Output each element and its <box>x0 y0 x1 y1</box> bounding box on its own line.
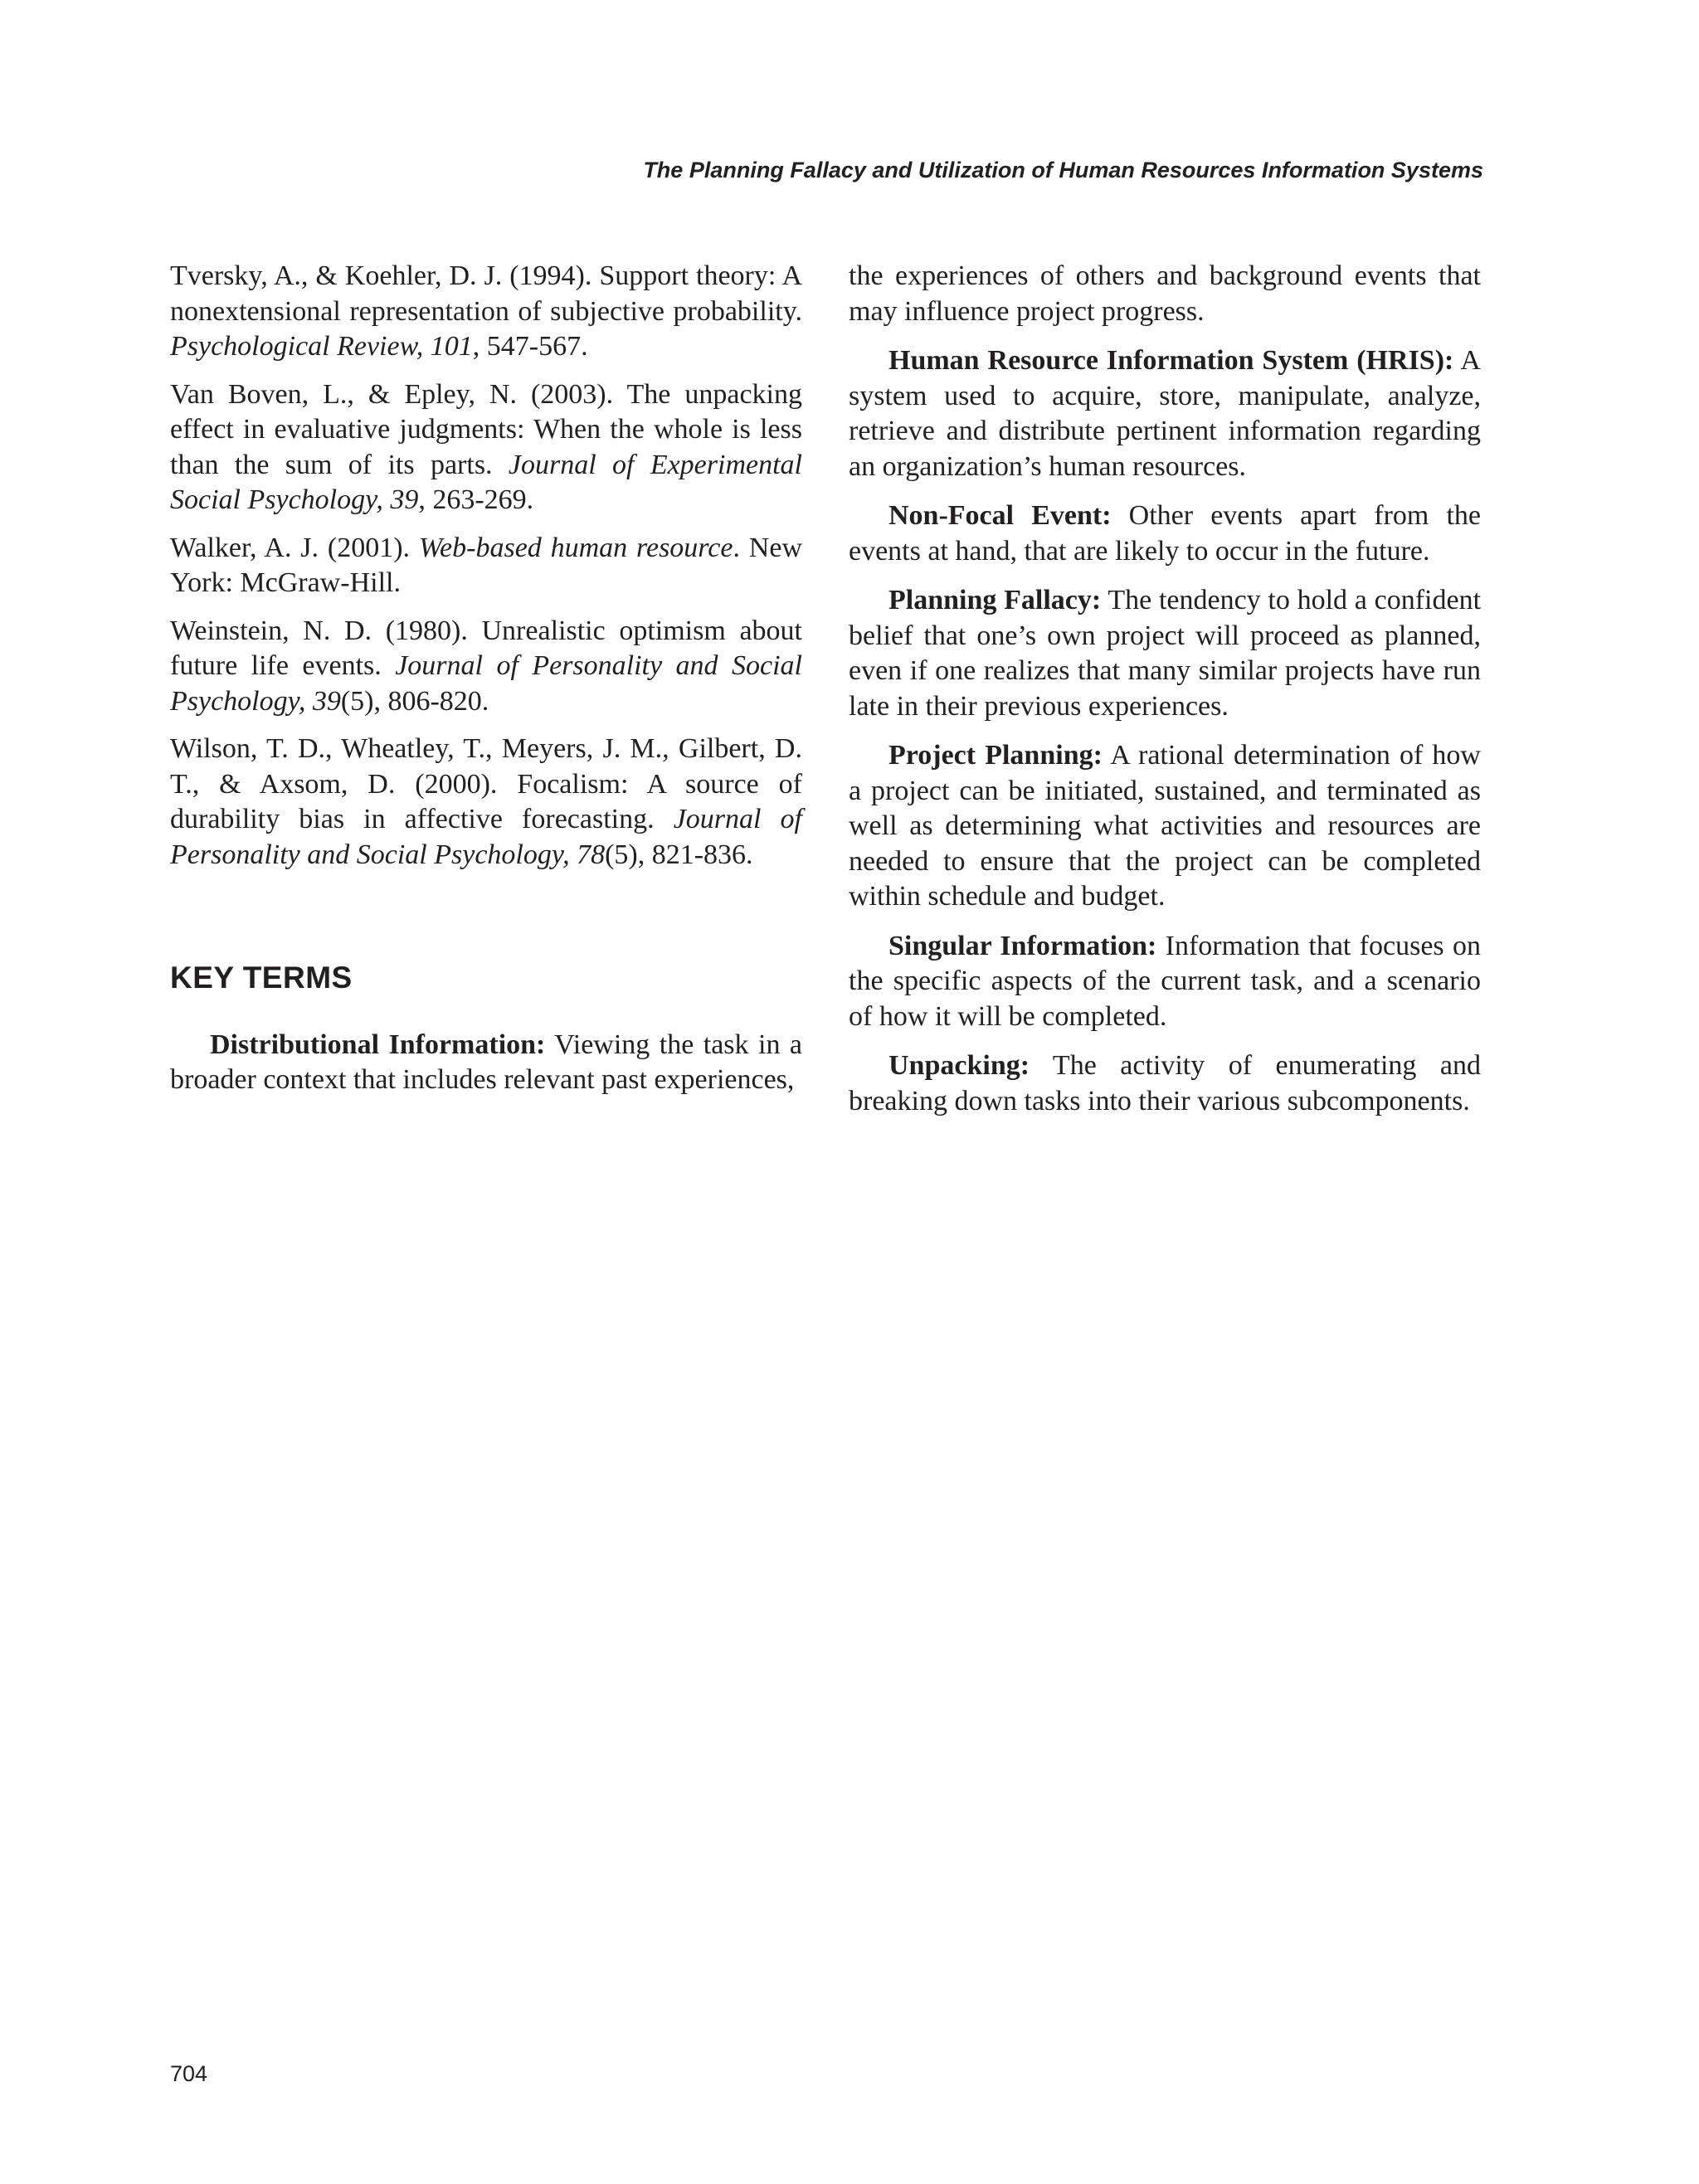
term-name: Human Resource Information System (HRIS): <box>888 345 1454 376</box>
reference-entry: Wilson, T. D., Wheatley, T., Meyers, J. M., Gilbert, D. T., & Axsom, D. (2000). Focalism: A source of durability bias in affective forecasting. Journal of Personality and Social Psychology, 78(5), 821-836. <box>170 733 802 870</box>
term-definition: Other events apart from the events at hand, that are likely to occur in the future. <box>849 500 1481 567</box>
term-definition: The activity of enumerating and breaking down tasks into their various subcomponents. <box>849 1050 1481 1116</box>
term-definition: A rational determination of how a project can be initiated, sustained, and terminated as well as determining what activities and resources are needed to ensure that the project can be completed within schedule and budget. <box>849 740 1481 912</box>
reference-entry: Tversky, A., & Koehler, D. J. (1994). Support theory: A nonextensional representation of subjective probability. Psychological Review, 101, 547-567. <box>170 260 802 362</box>
reference-list <box>170 259 802 873</box>
reference-entry: Walker, A. J. (2001). Web-based human resource. New York: McGraw-Hill. <box>170 532 803 598</box>
key-terms-heading: KEY TERMS <box>170 961 353 995</box>
term-definition: Viewing the task in a broader context that includes relevant past experiences, <box>170 1029 802 1095</box>
reference-entry: Weinstein, N. D. (1980). Unrealistic optimism about future life events. Journal of Personality and Social Psychology, 39(5), 806-820. <box>170 615 802 717</box>
term-definition: Information that focuses on the specific aspects of the current task, and a scenario of how it will be completed. <box>849 930 1481 1032</box>
key-term-hris <box>849 343 1481 484</box>
key-term-singular-information <box>849 929 1481 1035</box>
term-name: Singular Information: <box>888 930 1157 961</box>
key-term-distributional-information <box>170 1028 802 1098</box>
term-name: Non-Focal Event: <box>888 500 1112 531</box>
term-definition: A system used to acquire, store, manipulate, analyze, retrieve and distribute pertinent information regarding an organization’s human resources. <box>849 345 1481 482</box>
key-term-unpacking <box>849 1048 1481 1119</box>
right-column <box>849 259 1481 1133</box>
reference-entry: Van Boven, L., & Epley, N. (2003). The unpacking effect in evaluative judgments: When the whole is less than the sum of its parts. Journal of Experimental Social Psychology, 39, 263-269. <box>170 378 802 515</box>
key-term-planning-fallacy <box>849 583 1481 724</box>
running-head: The Planning Fallacy and Utilization of Human Resources Information Systems <box>643 158 1483 182</box>
term-name: Distributional Information: <box>210 1029 546 1060</box>
term-name: Project Planning: <box>888 740 1103 771</box>
key-term-non-focal-event <box>849 499 1481 569</box>
term-name: Planning Fallacy: <box>888 585 1102 615</box>
term-definition: The tendency to hold a confident belief that one’s own project will proceed as planned, even if one realizes that many similar projects have run late in their previous experiences. <box>849 585 1482 722</box>
key-term-project-planning <box>849 738 1481 915</box>
left-column <box>170 259 802 1112</box>
page-number: 704 <box>170 2061 208 2086</box>
key-term-continuation: the experiences of others and background events that may influence project progress. <box>849 260 1481 327</box>
term-name: Unpacking: <box>888 1050 1030 1081</box>
